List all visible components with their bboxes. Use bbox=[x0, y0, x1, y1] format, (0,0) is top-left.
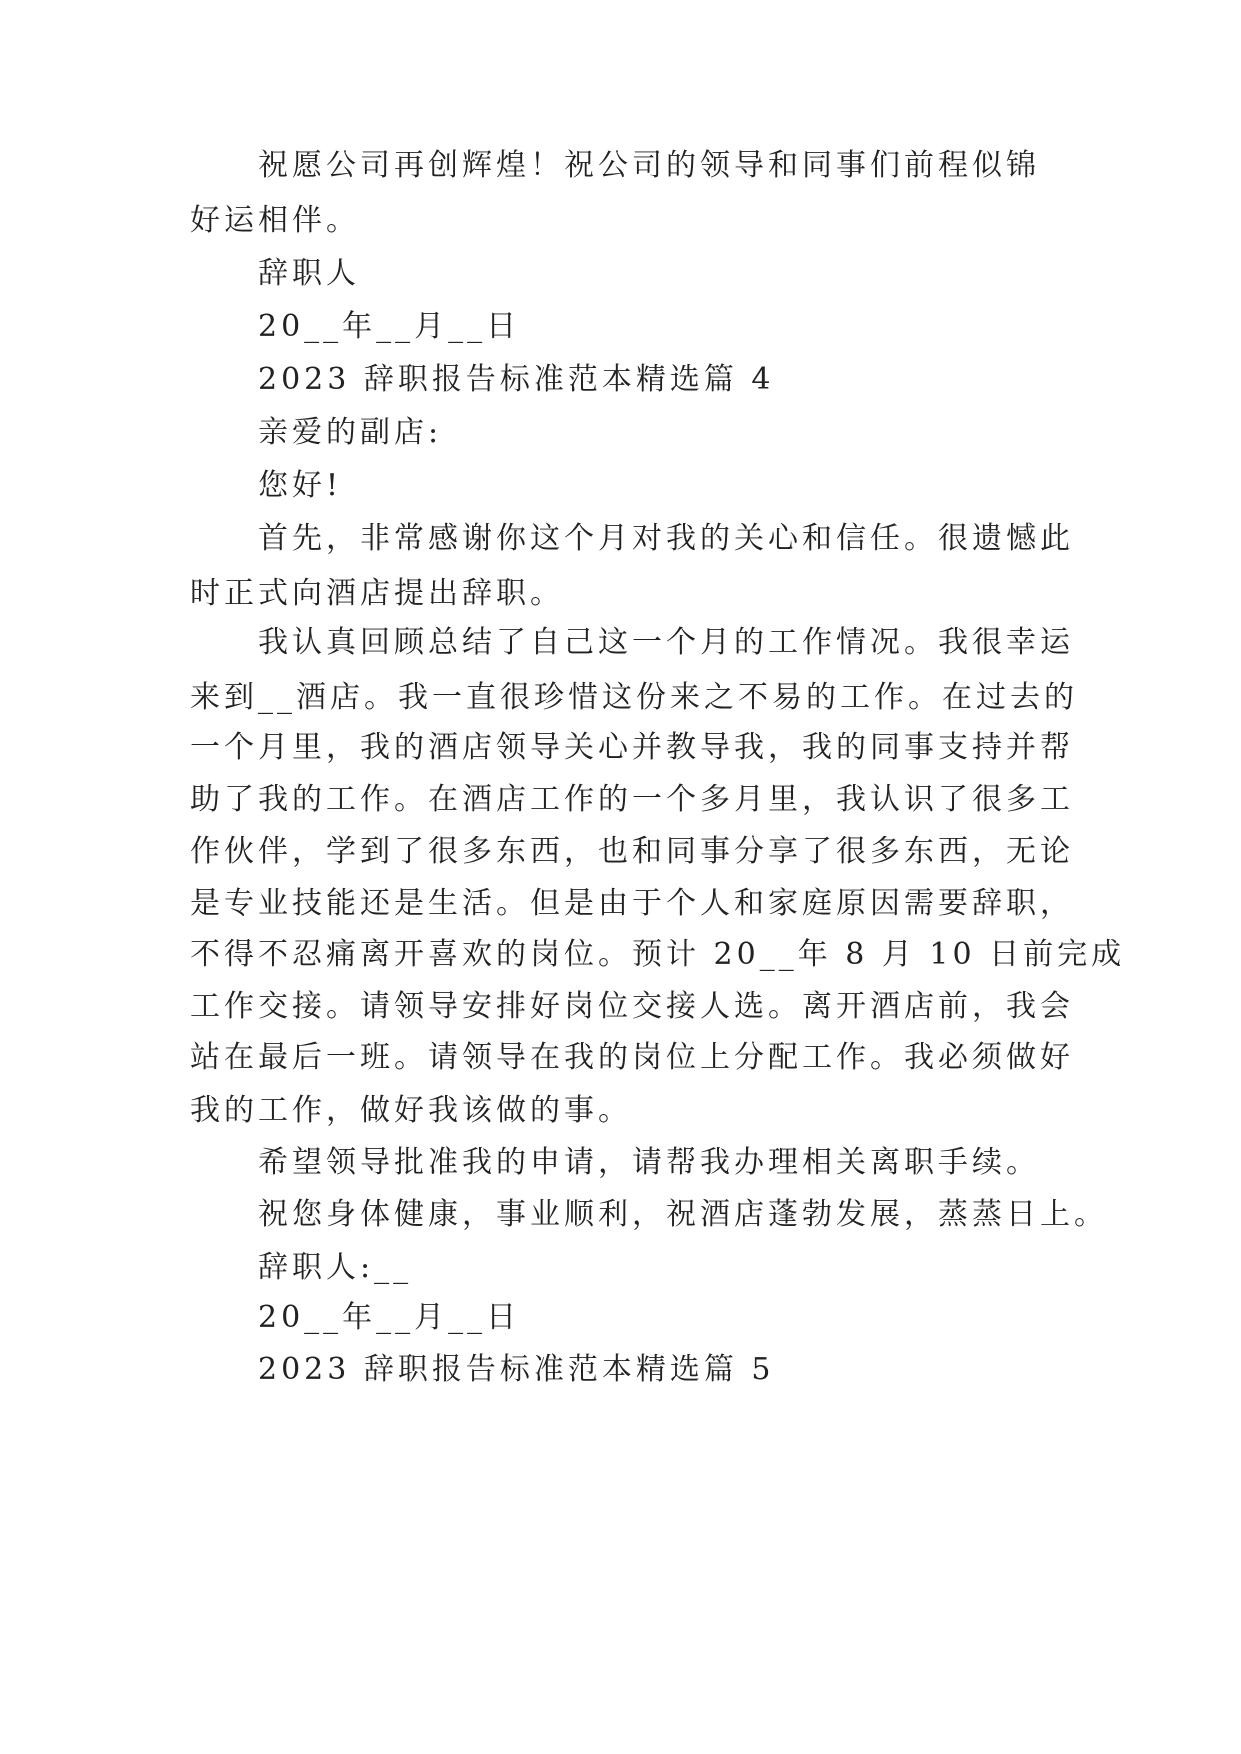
text-line: 站在最后一班。请领导在我的岗位上分配工作。我必须做好 bbox=[190, 1040, 1074, 1075]
text-line: 我的工作，做好我该做的事。 bbox=[190, 1093, 632, 1128]
text-line: 祝愿公司再创辉煌！祝公司的领导和同事们前程似锦 bbox=[258, 148, 1040, 183]
greeting: 您好! bbox=[258, 468, 343, 503]
section-heading: 2023 辞职报告标准范本精选篇 4 bbox=[258, 362, 775, 397]
signature-label: 辞职人 bbox=[258, 256, 360, 291]
section-heading: 2023 辞职报告标准范本精选篇 5 bbox=[258, 1352, 775, 1387]
text-line: 来到__酒店。我一直很珍惜这份来之不易的工作。在过去的 bbox=[190, 680, 1078, 715]
text-line: 一个月里，我的酒店领导关心并教导我，我的同事支持并帮 bbox=[190, 730, 1074, 765]
text-line: 时正式向酒店提出辞职。 bbox=[190, 576, 564, 611]
text-line: 好运相伴。 bbox=[190, 203, 360, 238]
salutation: 亲爱的副店: bbox=[258, 415, 443, 450]
text-line: 我认真回顾总结了自己这一个月的工作情况。我很幸运 bbox=[258, 625, 1074, 660]
text-line: 祝您身体健康，事业顺利，祝酒店蓬勃发展，蒸蒸日上。 bbox=[258, 1197, 1108, 1232]
text-line: 工作交接。请领导安排好岗位交接人选。离开酒店前，我会 bbox=[190, 989, 1074, 1024]
text-line: 希望领导批准我的申请，请帮我办理相关离职手续。 bbox=[258, 1145, 1040, 1180]
date-line: 20__年__月__日 bbox=[258, 309, 521, 344]
text-line: 作伙伴，学到了很多东西，也和同事分享了很多东西，无论 bbox=[190, 834, 1074, 869]
text-line: 是专业技能还是生活。但是由于个人和家庭原因需要辞职， bbox=[190, 886, 1074, 921]
text-line: 助了我的工作。在酒店工作的一个多月里，我认识了很多工 bbox=[190, 782, 1074, 817]
date-line: 20__年__月__日 bbox=[258, 1300, 521, 1335]
text-line: 首先，非常感谢你这个月对我的关心和信任。很遗憾此 bbox=[258, 521, 1074, 556]
signature-label: 辞职人:__ bbox=[258, 1250, 413, 1285]
text-line: 不得不忍痛离开喜欢的岗位。预计 20__年 8 月 10 日前完成 bbox=[190, 937, 1126, 972]
